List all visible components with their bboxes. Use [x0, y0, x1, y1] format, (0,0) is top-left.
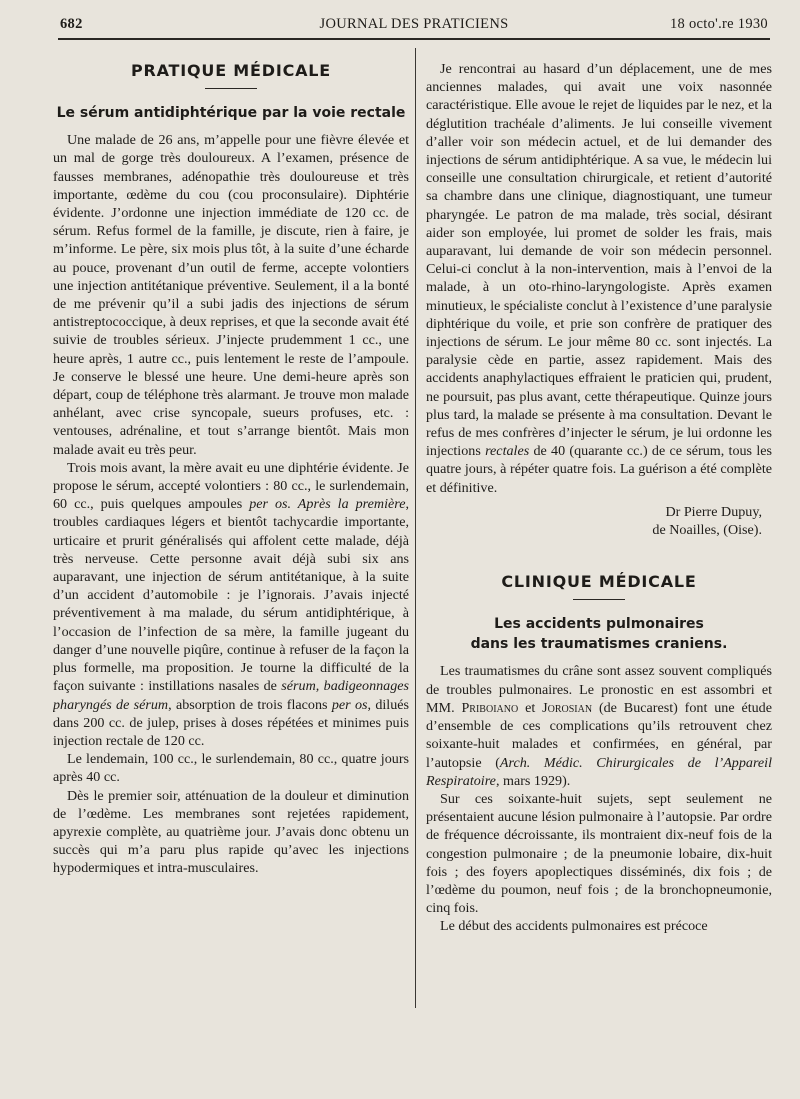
text-run: Je rencontrai au hasard d’un déplacement, une de mes anciennes malades, qui avait une voix nasonnée caractéristique. Elle avoue le rejet de liquides par le nez, et la déglutition trachéale d’aliments. Je lui conseille vivement d’aller voir son médecin actuel, et de lui demander des injections de sérum antidiphtérique. A sa vue, le médecin lui conseille une consultation chirurgicale, et retient d’autorité sa chambre dans une clinique, diagnostiquant, une tumeur pharyngée. Le patron de ma malade, très social, désirant aider son employée, lui promet de solder les frais, mais auparavant, lui demande de voir son médecin personnel. Celui-ci conclut à la non-intervention, mais à l’envoi de la malade, à un oto-rhino-laryngologiste. Après examen minutieux, le spécialiste conclut à l’existence d’une paralysie diphtérique du voile, et prie son confrère de pratiquer des injections de sérum. Le jour même 80 cc. sont injectés. La paralysie cède en partie, assez rapidement. Mais des accidents anaphylactiques effraient le praticien qui, prudent, ne poursuit, pas plus avant, cette thérapeutique. Quinze jours plus tard, la malade se présente à ma consultation. Devant le refus de mes confrères d’injecter le sérum, je lui ordonne les injections	[426, 61, 772, 460]
article-title-serum: Le sérum antidiphtérique par la voie rectale	[56, 105, 406, 122]
running-head	[60, 16, 768, 38]
text-run: Les traumatismes du crâne sont assez souvent compliqués de troubles pulmonaires. Le pronostic en est assombri et MM.	[426, 663, 772, 716]
paragraph: Le début des accidents pulmonaires est précoce	[440, 918, 708, 935]
paragraph: Sur ces soixante-huit sujets, sept seulement ne présentaient aucune lésion pulmonaire à l’autopsie. Par ordre de fréquence décroissante, ils montraient dix-neuf fois de la congestion pulmonaire ; de la pneumonie lobaire, dix-huit fois ; des foyers apoplectiques disséminés, dix fois ; de l’œdème du poumon, neuf fois ; de la bronchopneumonie, cinq fois.	[426, 790, 772, 917]
page-number: 682	[60, 16, 83, 32]
column-divider	[415, 48, 416, 1008]
paragraph: Une malade de 26 ans, m’appelle pour une fièvre élevée et un mal de gorge très douloureux. A l’examen, présence de fausses membranes, adénopathie très douloureuse et très importante, œdème du cou (cou proconsulaire). Diphtérie évidente. J’ordonne une injection immédiate de 120 cc. de sérum. Refus formel de la famille, je discute, rien à faire, je m’informe. Le père, six mois plus tôt, à la suite d’une écharde au pouce, provenant d’un outil de ferme, accepte volontiers une injection antitétanique préventive. Seulement, il a la bonté de me prévenir qu’il a subi jadis des injections de sérum antistreptococcique, à deux reprises, et que la seconde avait été suivie de troubles sérieux. J’injecte prudemment 1 cc., une heure après, 1 autre cc., puis lentement le reste de l’ampoule. Je conserve le blessé une heure. Une demi-heure après son départ, coup de téléphone très alarmant. Je trouve mon malade anhélant, avec crise syncopale, sueurs profuses, etc. : ventouses, adrénaline, et tout s’arrange bientôt. Mais mon malade avait eu très peur.	[53, 132, 409, 458]
right-column	[426, 42, 772, 1099]
paragraph	[426, 60, 772, 497]
author-name: Priboiano	[461, 699, 519, 716]
paragraph	[426, 662, 772, 789]
text-run: , mars 1929).	[495, 772, 571, 789]
text-run: Trois mois avant, la mère avait eu une diphtérie évidente. Je propose le sérum, accepté volontiers : 80 cc., le surlendemain, 60 cc., puis quelques ampoules	[53, 459, 409, 513]
paragraph: Le lendemain, 100 cc., le surlendemain, 80 cc., quatre jours après 40 cc.	[53, 751, 409, 786]
title-line: dans les traumatismes craniens.	[470, 636, 728, 653]
text-run: , troubles cardiaques légers et bientôt tachycardie importante, urticaire et prurit généralisés qui affolent cette malade, déjà très nerveuse. Cette personne avait déjà subi six ans auparavant, une injection de sérum antitétanique, à la suite d’un accident d’automobile : je l’ignorais. J’avais injecté préventivement à ma malade, du sérum antidiphtérique, à l’occasion de l’infection de sa mère, la famille jugeant du danger d’une nouvelle piqûre, continue à refuser de la façon la plus formelle, ma proposition. Je tourne la difficulté de la façon suivante : instillations nasales de	[53, 496, 409, 695]
section-rule	[205, 88, 257, 89]
text-run: (de Bucarest) font une étude d’ensemble de ces complications qu’ils retrouvent chez soixante-huit malades et confirmées, en général, par l’autopsie (	[426, 699, 772, 771]
italic-run: Arch. Médic. Chirurgicales de l’Appareil Respiratoire	[426, 754, 772, 789]
text-run: de 40 (quarante cc.) de ce sérum, tous les quatre jours, à répéter quatre fois. La guérison a été complète et définitive.	[426, 443, 772, 496]
italic-run: sérum, badigeonnages pharyngés de sérum	[53, 678, 409, 713]
italic-run: per os	[331, 696, 368, 713]
journal-title: JOURNAL DES PRATICIENS	[319, 16, 509, 32]
article-title-accidents	[426, 614, 772, 654]
section-heading-pratique: PRATIQUE MÉDICALE	[130, 61, 332, 80]
title-line: Les accidents pulmonaires	[494, 616, 704, 633]
italic-run: rectales	[485, 443, 530, 460]
author-name: Dr Pierre Dupuy,	[665, 503, 762, 520]
text-run: et	[525, 699, 536, 716]
author-signature	[426, 503, 772, 539]
issue-date: 18 octo'.re 1930	[669, 16, 768, 32]
author-name: Jorosian	[542, 699, 593, 716]
text-run: , absorption de trois flacons	[168, 696, 328, 713]
author-place: de Noailles, (Oise).	[652, 522, 762, 539]
section-rule	[573, 599, 625, 600]
text-run: , dilués dans 200 cc. de julep, prises à doses répétées et minimes puis injection rectale de 120 cc.	[53, 696, 409, 749]
left-column	[53, 42, 409, 1099]
italic-run: per os. Après la première	[249, 496, 406, 513]
paragraph: Dès le premier soir, atténuation de la douleur et diminution de l’œdème. Les membranes sont rejetées rapidement, apyrexie complète, au quatrième jour. J’avais donc obtenu un succès qui m’a paru plus rapide qu’avec les injections hypodermiques et intra-musculaires.	[53, 787, 409, 877]
section-heading-clinique: CLINIQUE MÉDICALE	[501, 572, 697, 592]
header-rule	[58, 38, 770, 40]
paragraph	[53, 459, 409, 750]
